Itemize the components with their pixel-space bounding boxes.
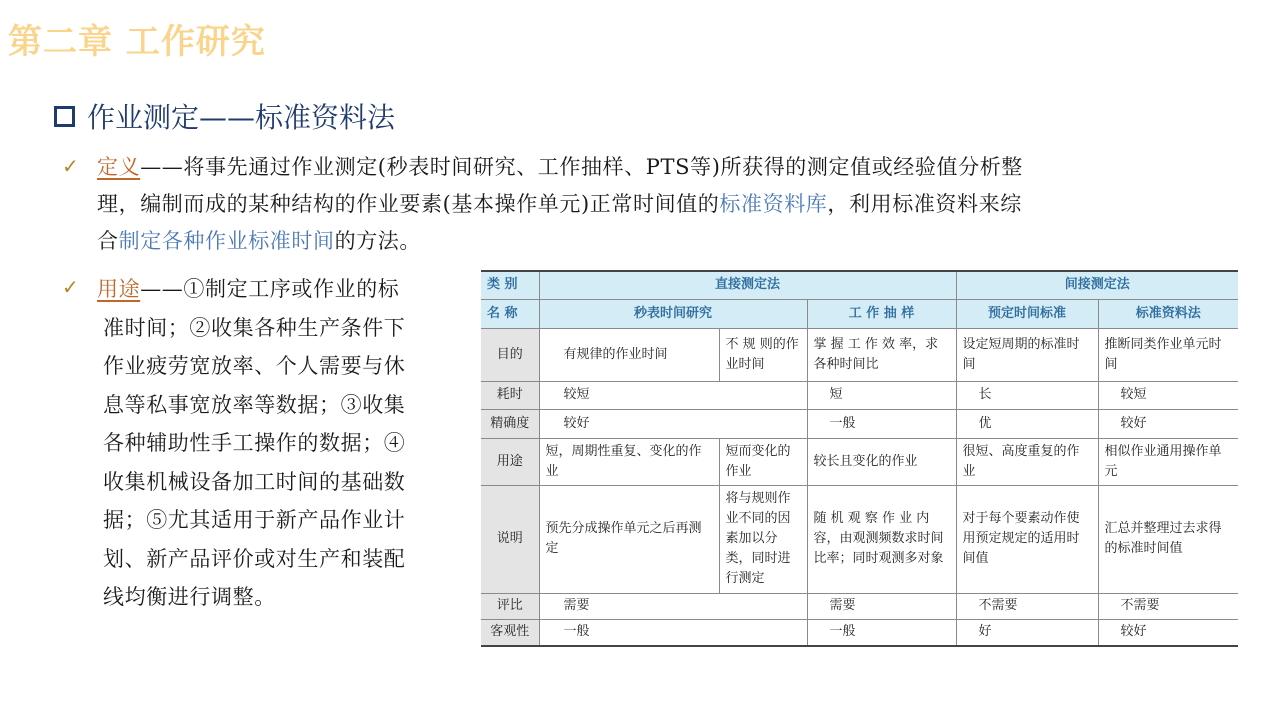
table-cell: 较短: [539, 381, 807, 409]
definition-term: 定义: [97, 155, 141, 179]
row-label: 用途: [481, 438, 539, 485]
usage-line: 收集机械设备加工时间的基础数: [103, 469, 406, 494]
table-cell: 短而变化的作业: [719, 438, 807, 485]
table-cell: 短: [807, 381, 956, 409]
table-cell: 一般: [807, 409, 956, 438]
table-cell: 一般: [807, 619, 956, 646]
usage-line: ——①制定工序或作业的标: [140, 277, 400, 301]
row-label: 说明: [481, 485, 539, 593]
usage-line: 息等私事宽放率等数据；③收集: [103, 392, 406, 417]
definition-line-3a: 合: [97, 229, 119, 253]
standard-time-highlight: 制定各种作业标准时间: [118, 229, 335, 253]
table-cell: 短，周期性重复、变化的作业: [539, 438, 719, 485]
definition-line-2a: 理，编制而成的某种结构的作业要素(基本操作单元)正常时间值的: [97, 192, 720, 216]
table-cell: 对于每个要素动作使用预定规定的适用时间值: [956, 485, 1098, 593]
table-row: [481, 381, 1238, 409]
table-cell: 较长且变化的作业: [807, 438, 956, 485]
table-row: [481, 409, 1238, 438]
chapter-title: 第二章 工作研究: [8, 22, 266, 62]
table-cell: 有规律的作业时间: [539, 328, 719, 381]
square-bullet-icon: [54, 106, 75, 127]
table-cell: 长: [956, 381, 1098, 409]
table-row: [481, 328, 1238, 381]
usage-line: 线均衡进行调整。: [103, 585, 276, 609]
definition-line-2b: ，利用标准资料来综: [827, 192, 1022, 216]
table-cell: 预先分成操作单元之后再测定: [539, 485, 719, 593]
section-heading-text: 作业测定——标准资料法: [87, 101, 396, 134]
category-label: 类 别: [481, 271, 539, 299]
row-label: 耗时: [481, 381, 539, 409]
table-cell: 较短: [1098, 381, 1238, 409]
table-cell: 设定短周期的标准时间: [956, 328, 1098, 381]
checkmark-icon: ✓: [62, 154, 79, 178]
table-row: [481, 485, 1238, 593]
usage-paragraph: [97, 270, 477, 617]
usage-term: 用途: [97, 277, 141, 301]
table-cell: 需要: [539, 593, 807, 619]
definition-paragraph: [97, 149, 1247, 260]
table-cell: 较好: [1098, 619, 1238, 646]
usage-line: 各种辅助性手工操作的数据；④: [103, 431, 406, 455]
method-header: 工 作 抽 样: [807, 299, 956, 328]
table-cell: 较好: [539, 409, 807, 438]
table-cell: 将与规则作业不同的因素加以分类，同时进行测定: [719, 485, 807, 593]
table-cell: 优: [956, 409, 1098, 438]
definition-line-1: ——将事先通过作业测定(秒表时间研究、工作抽样、PTS等)所获得的测定值或经验值分析整: [140, 155, 1023, 179]
table-cell: 不需要: [956, 593, 1098, 619]
table-cell: 较好: [1098, 409, 1238, 438]
row-label: 客观性: [481, 619, 539, 646]
table-row: [481, 619, 1238, 646]
usage-line: 据；⑤尤其适用于新产品作业计: [103, 508, 406, 532]
checkmark-icon: ✓: [62, 275, 79, 299]
usage-line: 作业疲劳宽放率、个人需要与休: [103, 354, 406, 378]
definition-line-3b: 的方法。: [334, 229, 422, 253]
comparison-table: [481, 270, 1238, 647]
method-header: 标准资料法: [1098, 299, 1238, 328]
table-cell: 不需要: [1098, 593, 1238, 619]
table-cell: 不 规 则的作业时间: [719, 328, 807, 381]
table-cell: 推断同类作业单元时间: [1098, 328, 1238, 381]
section-heading: [54, 96, 395, 136]
table-cell: 掌 握 工 作 效 率，求各种时间比: [807, 328, 956, 381]
name-label: 名 称: [481, 299, 539, 328]
table-row: [481, 299, 1238, 328]
table-row: [481, 593, 1238, 619]
table-row: [481, 271, 1238, 299]
table-cell: 需要: [807, 593, 956, 619]
usage-line: 准时间；②收集各种生产条件下: [103, 315, 406, 340]
table-cell: 相似作业通用操作单元: [1098, 438, 1238, 485]
usage-line: 划、新产品评价或对生产和装配: [103, 546, 406, 571]
row-label: 精确度: [481, 409, 539, 438]
table-cell: 好: [956, 619, 1098, 646]
standard-database-highlight: 标准资料库: [719, 192, 828, 216]
method-header: 秒表时间研究: [539, 299, 807, 328]
group-indirect-header: 间接测定法: [956, 271, 1238, 299]
method-header: 预定时间标准: [956, 299, 1098, 328]
table-cell: 汇总并整理过去求得的标准时间值: [1098, 485, 1238, 593]
table-row: [481, 438, 1238, 485]
row-label: 评比: [481, 593, 539, 619]
table-cell: 一般: [539, 619, 807, 646]
table-cell: 很短、高度重复的作业: [956, 438, 1098, 485]
group-direct-header: 直接测定法: [539, 271, 956, 299]
row-label: 目的: [481, 328, 539, 381]
table-cell: 随 机 观 察 作 业 内容，由观测频数求时间比率；同时观测多对象: [807, 485, 956, 593]
